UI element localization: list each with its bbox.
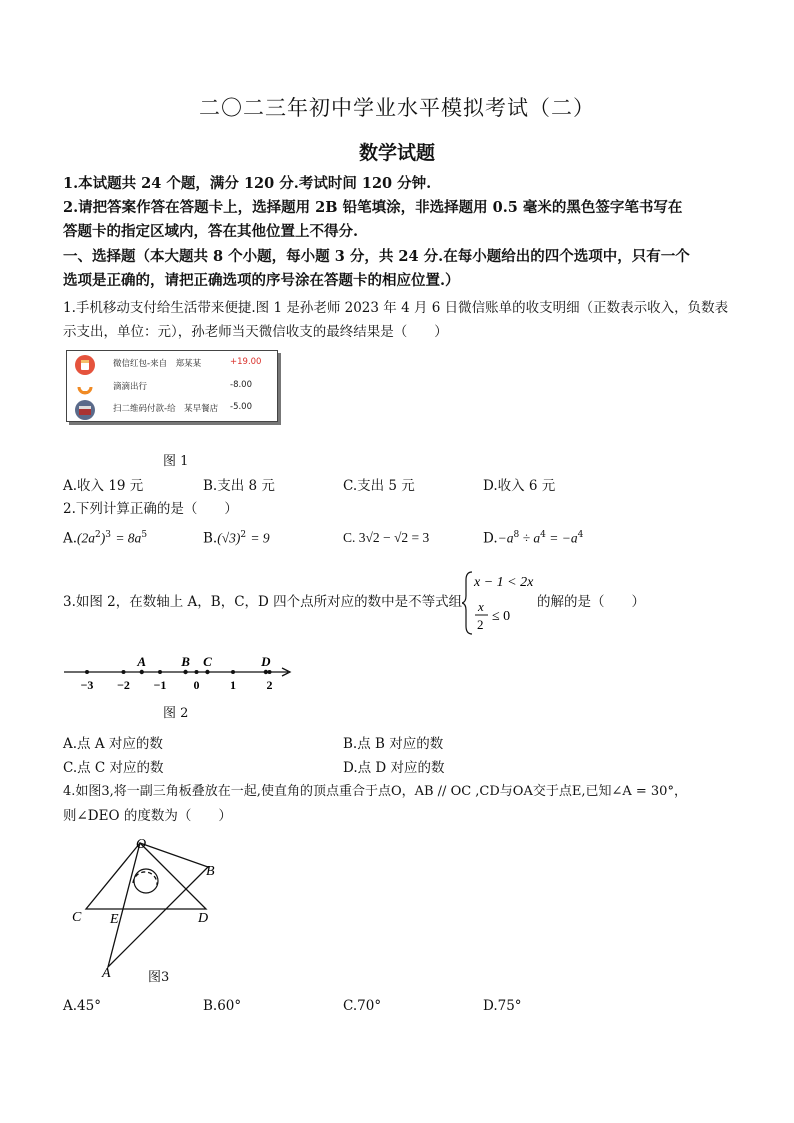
math-expression: = −a xyxy=(545,530,578,546)
inequality-2-denominator: 2 xyxy=(477,617,484,632)
exponent: 8 xyxy=(513,530,520,540)
inequality-system xyxy=(462,568,542,638)
didi-logo-icon xyxy=(75,378,95,398)
math-expression: (2a xyxy=(77,530,96,546)
exam-title: 二〇二三年初中学业水平模拟考试（二） xyxy=(199,96,595,120)
figure-3-caption: 图3 xyxy=(148,970,170,985)
q2-option-d xyxy=(483,530,583,547)
q1-option-b: B.支出 8 元 xyxy=(203,478,275,494)
math-expression: = 8a xyxy=(115,530,142,546)
inequality-2-numerator: x xyxy=(478,599,484,614)
option-letter: A. xyxy=(63,530,78,547)
q4-option-c: C.70° xyxy=(343,998,382,1014)
label-d: D xyxy=(198,911,209,926)
tick-label: 0 xyxy=(193,678,200,692)
tick-mark xyxy=(85,670,89,674)
tick-label: −1 xyxy=(153,678,167,692)
q3-stem-after: 的解的是（ ） xyxy=(537,594,645,610)
section-heading-line1: 一、选择题（本大题共 8 个小题，每小题 3 分，共 24 分.在每小题给出的四个选项中，只有一个 xyxy=(63,248,690,265)
label-e: E xyxy=(110,912,119,927)
number-line-figure xyxy=(60,648,300,696)
q2-stem: 2.下列计算正确的是（ ） xyxy=(63,501,238,517)
inequality-2-relation: ≤ 0 xyxy=(492,609,511,624)
brace-icon xyxy=(462,572,472,634)
q2-option-a xyxy=(63,530,147,547)
tick-label: 2 xyxy=(266,678,273,692)
q3-option-d: D.点 D 对应的数 xyxy=(343,760,445,776)
note-2: 2.请把答案作答在答题卡上，选择题用 2B 铅笔填涂，非选择题用 0.5 毫米的黑色签字笔书写在 xyxy=(63,199,683,216)
point-b xyxy=(183,670,187,674)
bill-row xyxy=(73,353,273,375)
q4-option-a: A.45° xyxy=(63,998,101,1014)
bill-amount: -8.00 xyxy=(230,380,252,390)
q1-stem-line1: 1.手机移动支付给生活带来便捷.图 1 是孙老师 2023 年 4 月 6 日微信账单的收支明细（正数表示收入，负数表 xyxy=(63,300,729,316)
q3-option-b: B.点 B 对应的数 xyxy=(343,736,444,752)
exponent: 2 xyxy=(240,530,247,540)
bill-amount: -5.00 xyxy=(230,402,252,412)
section-heading-line2: 选项是正确的，请把正确选项的序号涂在答题卡的相应位置.） xyxy=(63,272,460,289)
q3-option-c: C.点 C 对应的数 xyxy=(63,760,164,776)
wechat-bill-figure xyxy=(66,350,278,422)
bill-amount: +19.00 xyxy=(230,357,262,367)
q4-stem-line1: 4.如图3,将一副三角板叠放在一起,使直角的顶点重合于点O，AB // OC ,CD与OA交于点E,已知∠A = 30°， xyxy=(63,784,687,799)
point-label-d: D xyxy=(261,654,271,669)
angle-arc xyxy=(134,869,158,893)
tick-mark xyxy=(158,670,162,674)
tick-label: −2 xyxy=(117,678,130,692)
math-expression: (√3) xyxy=(217,530,241,546)
figure-1-caption: 图 1 xyxy=(163,454,189,469)
label-a: A xyxy=(102,966,111,980)
note-1: 1.本试题共 24 个题，满分 120 分.考试时间 120 分钟. xyxy=(63,175,432,192)
point-d xyxy=(264,670,268,674)
tick-mark xyxy=(122,670,126,674)
q1-option-d: D.收入 6 元 xyxy=(483,478,556,494)
q4-option-d: D.75° xyxy=(483,998,522,1014)
triangle-figure xyxy=(60,835,230,980)
q1-option-c: C.支出 5 元 xyxy=(343,478,415,494)
q2-option-c: C. 3√2 − √2 = 3 xyxy=(343,530,430,545)
tick-mark xyxy=(268,670,272,674)
exponent: 4 xyxy=(540,530,546,540)
math-expression: ) xyxy=(100,530,106,546)
note-3: 答题卡的指定区域内，答在其他位置上不得分. xyxy=(63,223,359,240)
point-label-a: A xyxy=(137,654,147,669)
label-o: O xyxy=(136,837,147,852)
q4-stem-line2: 则∠DEO 的度数为（ ） xyxy=(63,808,232,824)
q1-stem-line2: 示支出，单位：元），孙老师当天微信收支的最终结果是（ ） xyxy=(63,324,448,340)
red-envelope-icon xyxy=(75,355,95,375)
bill-name: 滴滴出行 xyxy=(113,382,148,392)
tick-mark xyxy=(231,670,235,674)
figure-2-caption: 图 2 xyxy=(163,706,189,721)
exam-subject: 数学试题 xyxy=(358,142,435,164)
bill-name: 微信红包-来自 郑某某 xyxy=(113,359,202,369)
q3-stem-before: 3.如图 2，在数轴上 A，B，C，D 四个点所对应的数中是不等式组 xyxy=(63,594,463,610)
point-c xyxy=(205,670,209,674)
math-expression: ÷ a xyxy=(519,530,541,546)
option-letter: D. xyxy=(483,530,498,547)
q4-option-b: B.60° xyxy=(203,998,242,1014)
tick-label: 1 xyxy=(230,678,236,692)
bill-name: 扫二维码付款-给 某早餐店 xyxy=(113,404,219,414)
q3-option-a: A.点 A 对应的数 xyxy=(63,736,163,752)
tick-label: −3 xyxy=(80,678,94,692)
exponent: 3 xyxy=(105,530,112,540)
math-expression: = 9 xyxy=(250,530,270,546)
bill-row xyxy=(73,376,273,398)
point-label-b: B xyxy=(181,654,190,669)
bill-row xyxy=(73,398,273,420)
point-label-c: C xyxy=(203,654,212,669)
exponent: 5 xyxy=(141,530,148,540)
exponent: 4 xyxy=(577,530,584,540)
tick-mark xyxy=(195,670,199,674)
option-letter: B. xyxy=(203,530,218,547)
exponent: 2 xyxy=(95,530,101,540)
label-c: C xyxy=(72,910,82,925)
q1-option-a: A.收入 19 元 xyxy=(63,478,144,494)
triangle-ocd xyxy=(86,843,206,909)
q2-option-b xyxy=(203,530,270,547)
math-expression: −a xyxy=(497,530,514,546)
label-b: B xyxy=(206,864,215,879)
inequality-1: x − 1 < 2x xyxy=(474,575,534,590)
shop-avatar-icon xyxy=(75,400,95,420)
point-a xyxy=(140,670,144,674)
